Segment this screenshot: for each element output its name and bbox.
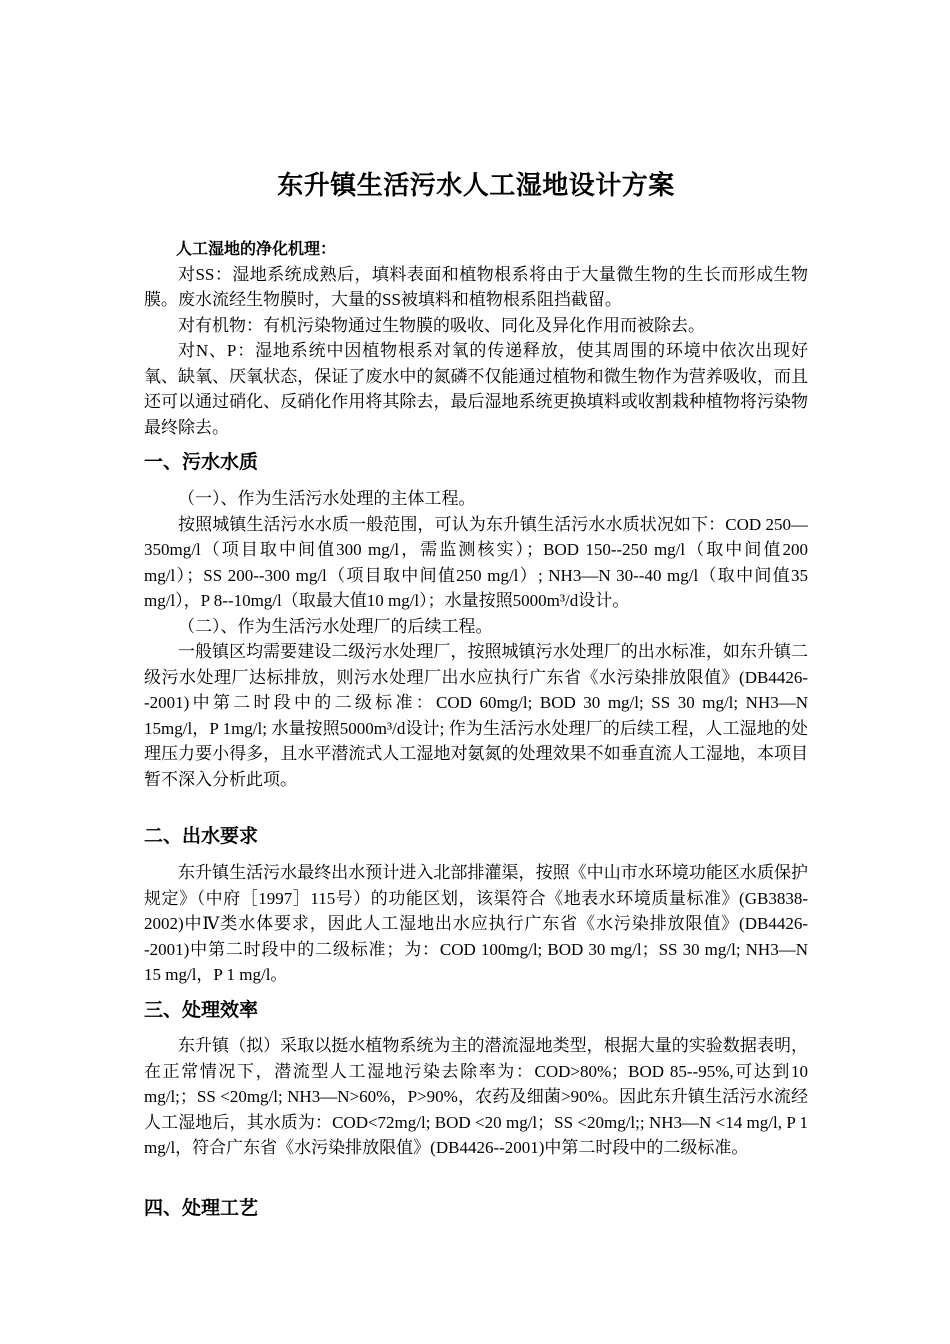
section-heading-process: 四、处理工艺 (144, 1197, 259, 1219)
document-title: 东升镇生活污水人工湿地设计方案 (277, 171, 675, 201)
efficiency-section (144, 1033, 808, 1161)
water-quality-paragraph-4: 一般镇区均需要建设二级污水处理厂，按照城镇污水处理厂的出水标准，如东升镇二级污水处理厂达标排放，则污水处理厂出水应执行广东省《水污染排放限值》(DB4426--2001)中第二时段中的二级标准：COD 60mg/l; BOD 30 mg/l; SS 30 mg/l; NH3—N 15mg/l，P 1mg/l; 水量按照5000m³/d设计; 作为生活污水处理厂的后续工程，人工湿地的处理压力要小得多，且水平潜流式人工湿地对氨氮的处理效果不如垂直流人工湿地，本项目暂不深入分析此项。 (144, 642, 808, 789)
effluent-paragraph: 东升镇生活污水最终出水预计进入北部排灌渠，按照《中山市水环境功能区水质保护规定》（中府［1997］115号）的功能区划，该渠符合《地表水环境质量标准》(GB3838-2002)中Ⅳ类水体要求，因此人工湿地出水应执行广东省《水污染排放限值》(DB4426--2001)中第二时段中的二级标准；为：COD 100mg/l; BOD 30 mg/l；SS 30 mg/l; NH3—N 15 mg/l，P 1 mg/l。 (144, 863, 808, 984)
water-quality-paragraph-2: 按照城镇生活污水水质一般范围，可认为东升镇生活污水水质状况如下：COD 250—350mg/l（项目取中间值300 mg/l，需监测核实）；BOD 150--250 mg/l（取中间值200 mg/l）；SS 200--300 mg/l（项目取中间值250 mg/l）; NH3—N 30--40 mg/l（取中间值35 mg/l），P 8--10mg/l（取最大值10 mg/l）；水量按照5000m³/d设计。 (144, 514, 808, 610)
water-quality-paragraph-1: （一）、作为生活污水处理的主体工程。 (178, 489, 476, 508)
mechanism-paragraph-np: 对N、P：湿地系统中因植物根系对氧的传递释放，使其周围的环境中依次出现好氧、缺氧、厌氧状态，保证了废水中的氮磷不仅能通过植物和微生物作为营养吸收，而且还可以通过硝化、反硝化作用将其除去，最后湿地系统更换填料或收割栽种植物将污染物最终除去。 (144, 341, 808, 437)
section-heading-water-quality: 一、污水水质 (144, 451, 259, 473)
water-quality-paragraph-3: （二）、作为生活污水处理厂的后续工程。 (178, 616, 493, 636)
section-heading-effluent: 二、出水要求 (144, 825, 259, 847)
mechanism-paragraph-organics: 对有机物：有机污染物通过生物膜的吸收、同化及异化作用而被除去。 (178, 315, 705, 335)
mechanism-section (144, 236, 808, 440)
effluent-section (144, 860, 808, 988)
efficiency-paragraph: 东升镇（拟）采取以挺水植物系统为主的潜流湿地类型，根据大量的实验数据表明，在正常情况下，潜流型人工湿地污染去除率为：COD>80%；BOD 85--95%,可达到10 mg/l;；SS <20mg/l; NH3—N>60%，P>90%，农药及细菌>90%。因此东升镇生活污水流经人工湿地后，其水质为：COD<72mg/l; BOD <20 mg/l；SS <20mg/l;; NH3—N <14 mg/l, P 1 mg/l，符合广东省《水污染排放限值》(DB4426--2001)中第二时段中的二级标准。 (144, 1036, 808, 1157)
mechanism-paragraph-ss: 对SS：湿地系统成熟后，填料表面和植物根系将由于大量微生物的生长而形成生物膜。废水流经生物膜时，大量的SS被填料和植物根系阻挡截留。 (144, 264, 808, 309)
water-quality-section (144, 486, 808, 792)
section-heading-efficiency: 三、处理效率 (144, 999, 259, 1021)
mechanism-subheading: 人工湿地的净化机理： (176, 239, 337, 258)
